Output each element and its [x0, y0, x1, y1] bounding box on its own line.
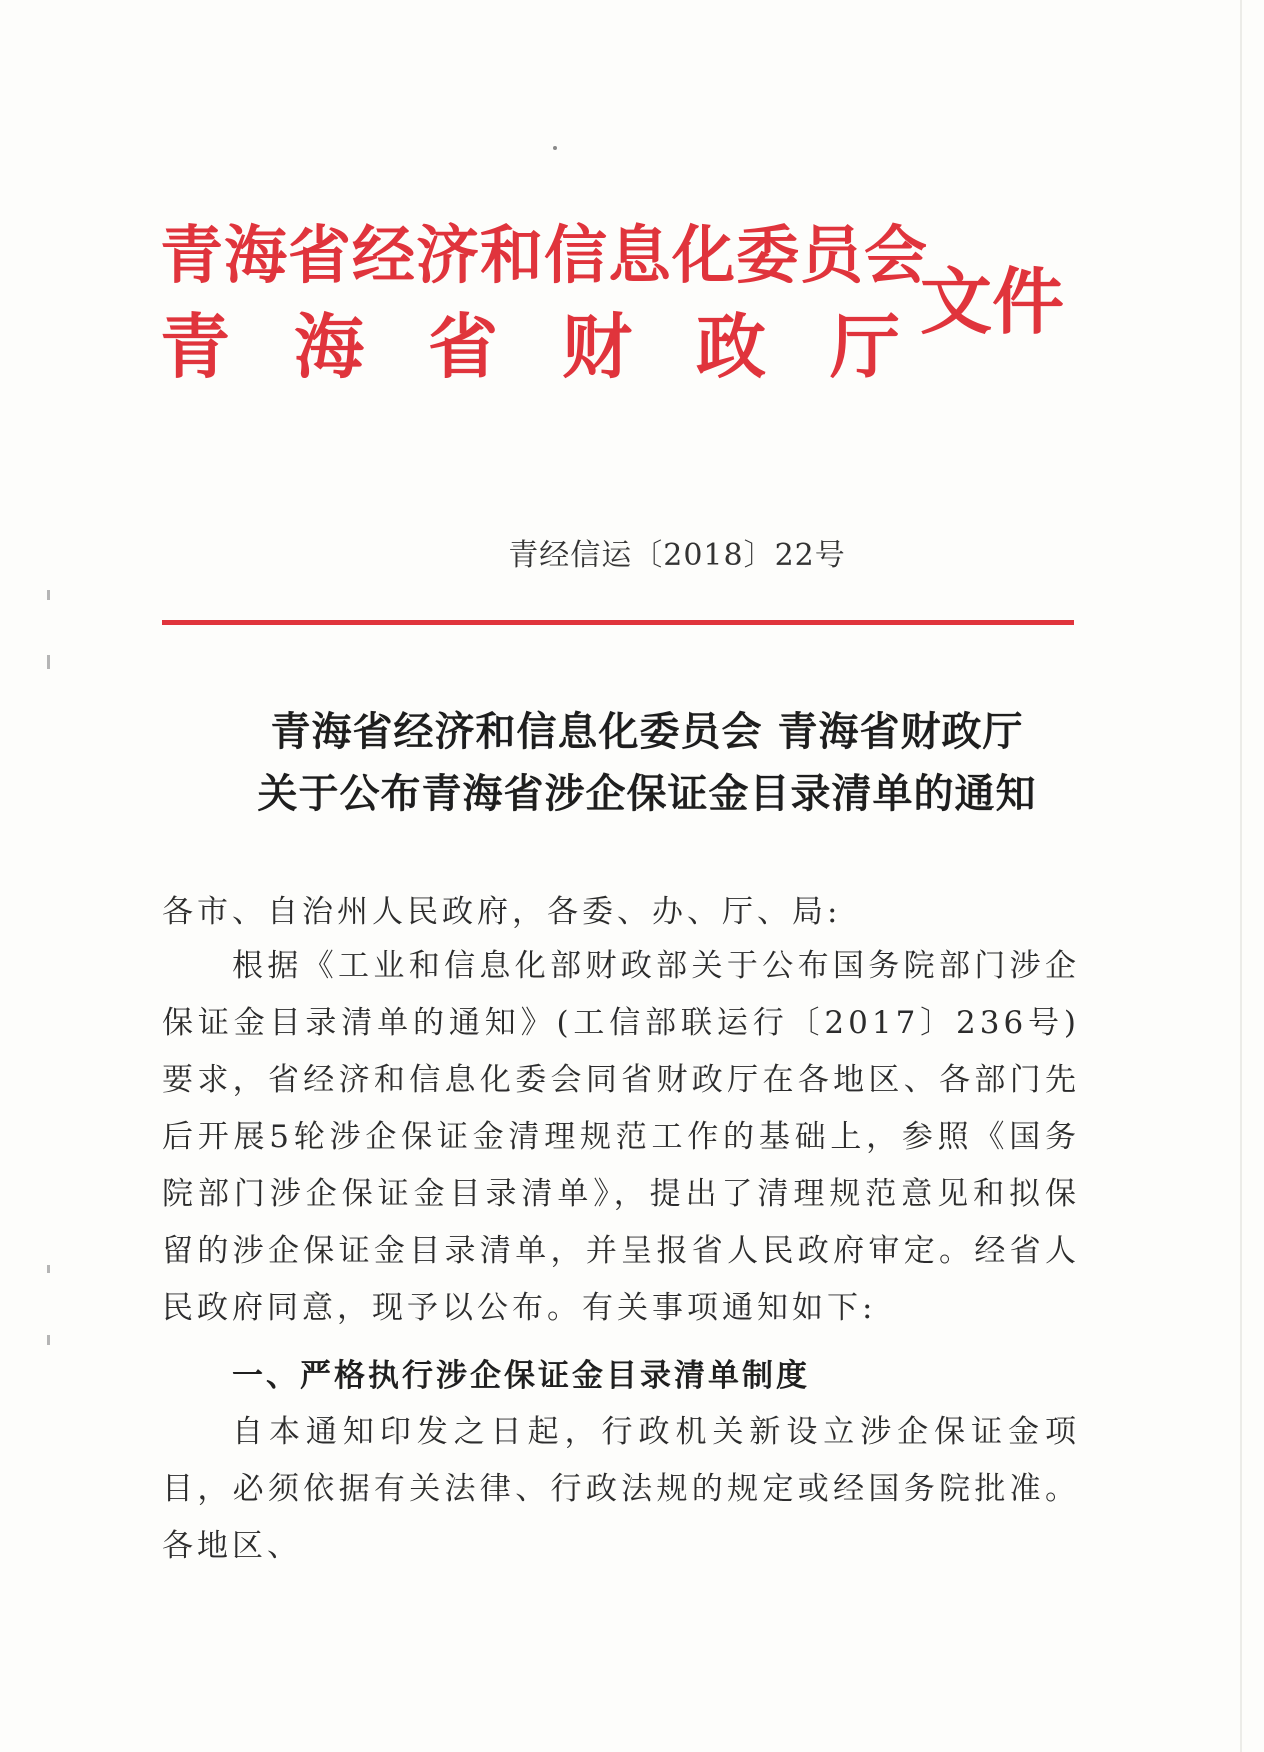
scan-dot [553, 146, 557, 150]
document-title-line-2: 关于公布青海省涉企保证金目录清单的通知 [257, 771, 1037, 817]
body-paragraph-1: 根据《工业和信息化部财政部关于公布国务院部门涉企保证金目录清单的通知》(工信部联运行〔2017〕236号)要求，省经济和信息化委会同省财政厅在各地区、各部门先后开展5轮涉企保证金清理规范工作的基础上，参照《国务院部门涉企保证金目录清单》，提出了清理规范意见和拟保留的涉企保证金目录清单，并呈报省人民政府审定。经省人民政府同意，现予以公布。有关事项通知如下: [162, 948, 1080, 1326]
document-number: 青经信运〔2018〕22号 [508, 538, 846, 573]
letterhead [160, 215, 1080, 405]
document-title-line-1: 青海省经济和信息化委员会 青海省财政厅 [270, 709, 1024, 755]
salutation: 各市、自治州人民政府，各委、办、厅、局: [162, 894, 842, 930]
scan-mark [47, 1265, 50, 1273]
scan-mark [47, 1335, 50, 1345]
body-paragraph-2: 自本通知印发之日起，行政机关新设立涉企保证金项目，必须依据有关法律、行政法规的规定或经国务院批准。各地区、 [162, 1414, 1080, 1564]
scan-mark [47, 590, 50, 600]
issuer-name-1: 青海省经济和信息化委员会 [160, 218, 928, 292]
section-heading-1: 一、严格执行涉企保证金目录清单制度 [232, 1358, 810, 1394]
scan-edge [1240, 0, 1242, 1752]
issuer-name-2: 青海省财政厅 [160, 305, 964, 388]
document-type: 文件 [920, 259, 1065, 344]
red-divider [162, 620, 1074, 625]
scan-mark [47, 655, 50, 669]
